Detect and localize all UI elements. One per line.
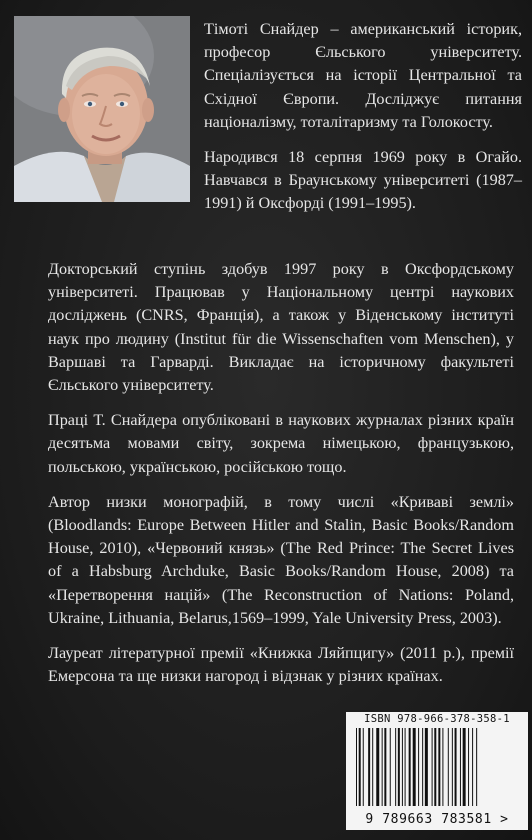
barcode-bar	[448, 728, 449, 806]
barcode-bar	[376, 728, 379, 806]
barcode-bar	[476, 728, 477, 806]
isbn-barcode	[346, 712, 528, 830]
barcode-bar	[432, 728, 433, 806]
barcode-bar	[368, 728, 370, 806]
bio-paragraph: Тімоті Снайдер – американський історик, професор Єльського університету. Спеціалізується на історії Центральної та Східної Європи. Досліджує питання націоналізму, тоталітаризму та Голокосту.	[204, 20, 522, 131]
isbn-label: ISBN 978-966-378-358-1	[364, 713, 510, 725]
bio-paragraph: Докторський ступінь здобув 1997 року в Оксфордському університеті. Працював у Національному центрі наукових досліджень (CNRS, Франція), а також у Віденському інституті наук про людину (Institut für die Wissenschaften vom Menschen), у Варшаві та Гарварді. Викладає на історичному факультеті Єльського університету.	[48, 260, 514, 395]
barcode-bar	[442, 728, 443, 806]
barcode-bar	[372, 728, 373, 806]
barcode-bar	[422, 728, 423, 806]
bio-paragraph: Лауреат літературної премії «Книжка Ляйпцигу» (2011 р.), премії Емерсона та ще низки нагород і відзнак у різних країнах.	[48, 644, 514, 686]
barcode-bar	[472, 728, 473, 806]
barcode-bar	[398, 728, 400, 806]
barcode-bar	[395, 728, 396, 806]
barcode-bars	[354, 728, 520, 808]
barcode-bar	[468, 728, 469, 806]
barcode-bar	[409, 728, 411, 806]
barcode-bar	[382, 728, 383, 806]
barcode-digits: 9 789663 783581 >	[365, 812, 509, 827]
barcode-bar	[413, 728, 416, 806]
barcode-bar	[359, 728, 361, 806]
barcode-bar	[460, 728, 461, 806]
barcode-bar	[455, 728, 457, 806]
barcode-bar	[452, 728, 453, 806]
author-bio-intro	[204, 18, 522, 228]
barcode-bar	[363, 728, 364, 806]
author-bio-main	[48, 258, 514, 700]
bio-paragraph: Народився 18 серпня 1969 року в Огайо. Навчався в Браунському університеті (1987–1991) й Оксфорді (1991–1995).	[204, 148, 522, 213]
barcode-bar	[425, 728, 428, 806]
bio-paragraph: Праці Т. Снайдера опубліковані в наукових журналах різних країн десятьма мовами світу, зокрема німецькою, французькою, польською, українською, російською тощо.	[48, 411, 514, 476]
author-photo	[14, 16, 190, 202]
bio-paragraph: Автор низки монографій, в тому числі «Криваві землі» (Bloodlands: Europe Between Hitler and Stalin, Basic Books/Random House, 2010), «Червоний князь» (The Red Prince: The Secret Lives of a Habsburg Archduke, Basic Books/Random House, 2008) та «Перетворення націй» (The Reconstruction of Nations: Poland, Ukraine, Lithuania, Belarus,1569–1999, Yale University Press, 2003).	[48, 492, 514, 627]
barcode-bar	[356, 728, 357, 806]
barcode-bar	[418, 728, 419, 806]
barcode-bar	[384, 728, 386, 806]
barcode-bar	[463, 728, 466, 806]
barcode-bar	[434, 728, 436, 806]
barcode-bar	[390, 728, 391, 806]
barcode-bar	[438, 728, 440, 806]
barcode-bar	[405, 728, 406, 806]
barcode-bar	[402, 728, 403, 806]
